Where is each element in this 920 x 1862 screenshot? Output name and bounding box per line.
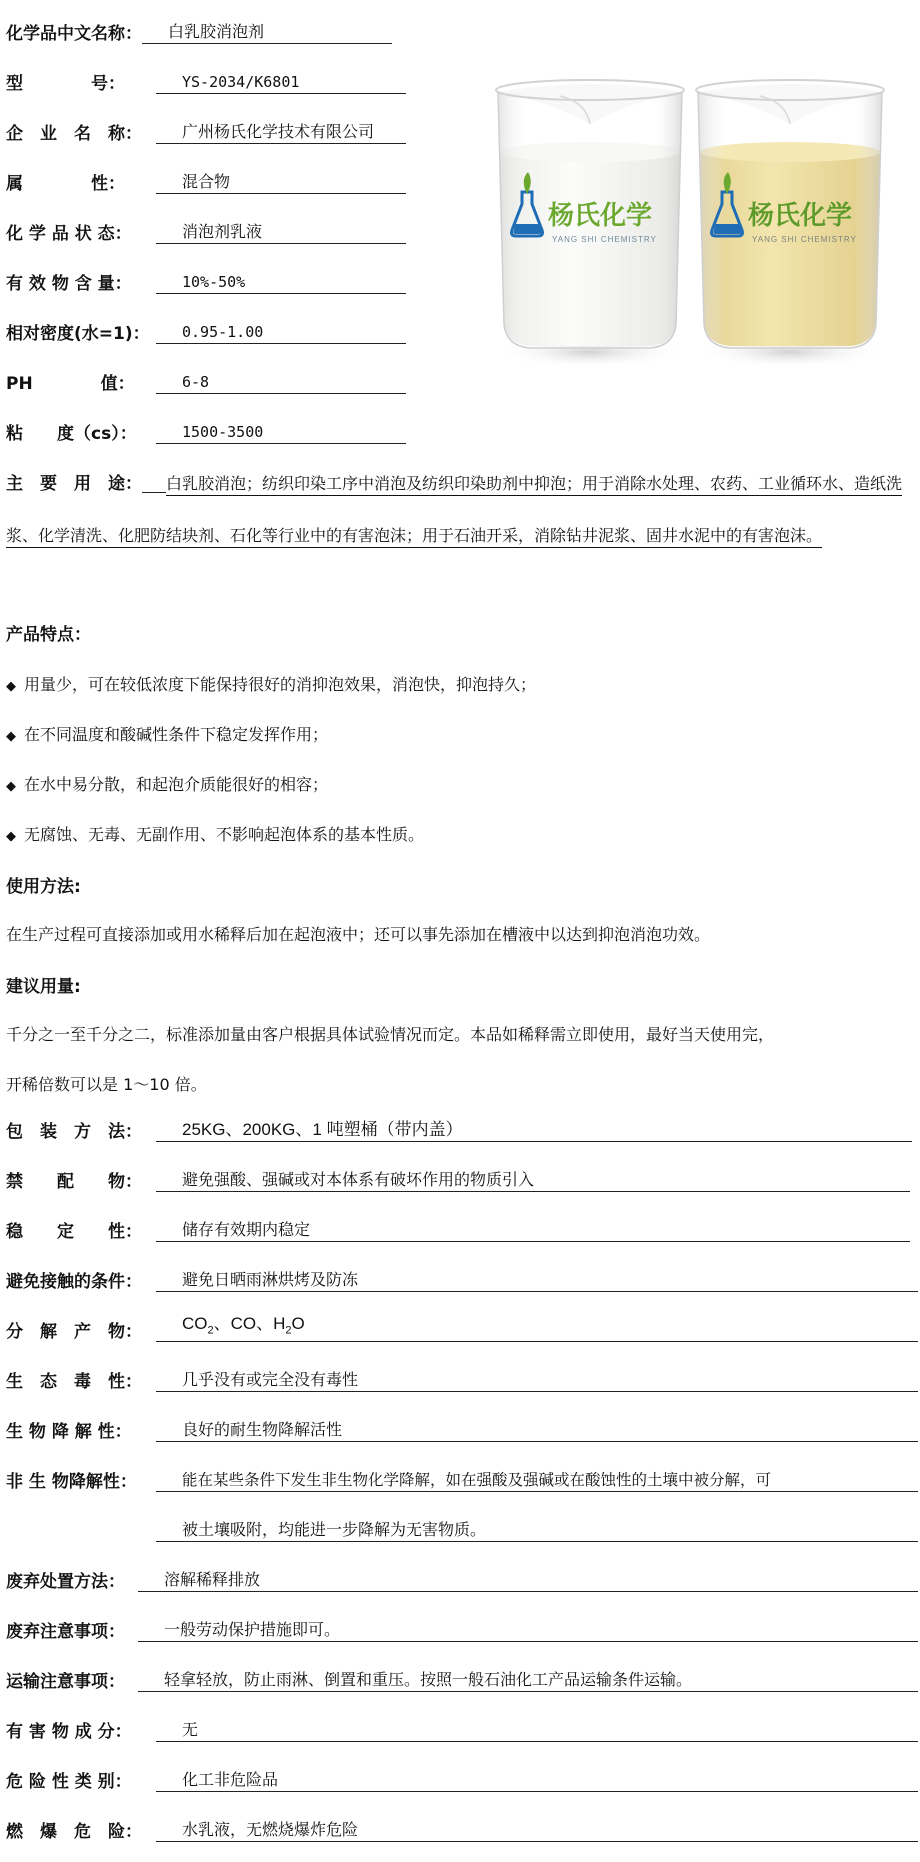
dosage-text-line1: 千分之一至千分之二，标准添加量由客户根据具体试验情况而定。本品如稀释需立即使用，最好当天使用完，	[6, 1025, 775, 1044]
feature-text: 在水中易分散，和起泡介质能很好的相容；	[24, 775, 329, 794]
spec-value: 6-8	[156, 371, 406, 394]
safety-label: 危 险 性 类 别：	[6, 1772, 132, 1792]
brand-en-right: YANG SHI CHEMISTRY	[752, 235, 857, 244]
brand-en-left: YANG SHI CHEMISTRY	[552, 235, 657, 244]
spec-row-viscosity	[6, 414, 406, 444]
safety-value: 避免强酸、强碱或对本体系有破坏作用的物质引入	[156, 1169, 910, 1192]
spec-label: 型 号：	[6, 74, 125, 94]
brand-name-left: 杨氏化学	[548, 201, 653, 231]
spec-row-company	[6, 114, 406, 144]
spec-value: YS-2034/K6801	[156, 71, 406, 94]
safety-row-incompatible	[6, 1162, 910, 1192]
safety-row-hazard-class	[6, 1762, 918, 1792]
spec-row-density	[6, 314, 406, 344]
brand-name-right: 杨氏化学	[748, 201, 853, 231]
safety-value: 被土壤吸附，均能进一步降解为无害物质。	[156, 1519, 918, 1542]
spec-label: 属 性：	[6, 174, 125, 194]
safety-label: 生 态 毒 性：	[6, 1372, 142, 1392]
safety-label: 废弃处置方法：	[6, 1572, 125, 1592]
safety-value: 轻拿轻放，防止雨淋、倒置和重压。按照一般石油化工产品运输条件运输。	[138, 1669, 918, 1692]
safety-row-avoid-conditions	[6, 1262, 918, 1292]
safety-value: 化工非危险品	[156, 1769, 918, 1792]
safety-row-abiotic-degradation	[6, 1462, 918, 1492]
spec-value: 广州杨氏化学技术有限公司	[156, 121, 406, 144]
spec-label: PH 值：	[6, 374, 135, 394]
diamond-bullet-icon: ◆	[6, 779, 16, 794]
spec-value: 消泡剂乳液	[156, 221, 406, 244]
safety-label: 禁 配 物：	[6, 1172, 142, 1192]
safety-label: 包 装 方 法：	[6, 1122, 142, 1142]
dosage-text-line2: 开稀倍数可以是 1～10 倍。	[6, 1075, 207, 1094]
spec-row-state	[6, 214, 406, 244]
spec-label: 有 效 物 含 量：	[6, 274, 132, 294]
safety-value: $CO_2$、CO、$H_2O$	[156, 1313, 918, 1342]
safety-label: 非 生 物降解性：	[6, 1472, 137, 1492]
safety-value: 避免日晒雨淋烘烤及防冻	[156, 1269, 918, 1292]
usage-label: 主 要 用 途：	[6, 474, 142, 494]
safety-label: 废弃注意事项：	[6, 1622, 125, 1642]
spec-value: 白乳胶消泡剂	[142, 21, 392, 44]
diamond-bullet-icon: ◆	[6, 829, 16, 844]
diamond-bullet-icon: ◆	[6, 729, 16, 744]
usage-paragraph	[6, 458, 911, 562]
safety-label: 稳 定 性：	[6, 1222, 142, 1242]
spec-label: 化学品中文名称：	[6, 24, 142, 44]
safety-row-explosion-hazard	[6, 1812, 918, 1842]
safety-row-packaging	[6, 1112, 912, 1142]
safety-value: 无	[156, 1719, 918, 1742]
usage-text: 白乳胶消泡；纺织印染工序中消泡及纺织印染助剂中抑泡；用于消除水处理、农药、工业循环水、造纸洗浆、化学清洗、化肥防结块剂、石化等行业中的有害泡沫；用于石油开采，消除钻井泥浆、固井水泥中的有害泡沫。	[6, 474, 903, 545]
safety-value: 溶解稀释排放	[138, 1569, 918, 1592]
method-title: 使用方法:	[6, 877, 81, 897]
safety-value: 几乎没有或完全没有毒性	[156, 1369, 918, 1392]
safety-value: 能在某些条件下发生非生物化学降解，如在强酸及强碱或在酸蚀性的土壤中被分解，可	[156, 1469, 918, 1492]
feature-item	[6, 722, 328, 745]
spec-row-content	[6, 264, 406, 294]
safety-label: 燃 爆 危 险：	[6, 1822, 142, 1842]
safety-value: 25KG、200KG、1 吨塑桶（带内盖）	[156, 1119, 912, 1142]
safety-row-disposal-notes	[6, 1612, 918, 1642]
spec-label: 相对密度(水=1)：	[6, 324, 150, 344]
method-text: 在生产过程可直接添加或用水稀释后加在起泡液中；还可以事先添加在槽液中以达到抑泡消泡功效。	[6, 925, 711, 944]
feature-text: 在不同温度和酸碱性条件下稳定发挥作用；	[24, 725, 329, 744]
safety-label: 避免接触的条件：	[6, 1272, 142, 1292]
safety-row-transport	[6, 1662, 918, 1692]
safety-row-ecotoxicity	[6, 1362, 918, 1392]
feature-text: 无腐蚀、无毒、无副作用、不影响起泡体系的基本性质。	[24, 825, 425, 844]
spec-value: 10%-50%	[156, 271, 406, 294]
product-photo	[490, 62, 910, 382]
feature-item	[6, 772, 328, 795]
spec-row-ph	[6, 364, 406, 394]
safety-row-abiotic-degradation-cont	[156, 1512, 918, 1542]
spec-label: 化 学 品 状 态：	[6, 224, 132, 244]
safety-value: 良好的耐生物降解活性	[156, 1419, 918, 1442]
safety-label: 运输注意事项：	[6, 1672, 125, 1692]
safety-label: 生 物 降 解 性：	[6, 1422, 132, 1442]
spec-row-model	[6, 64, 406, 94]
safety-row-disposal	[6, 1562, 918, 1592]
spec-label: 粘 度（cs）：	[6, 424, 137, 444]
safety-row-biodegradability	[6, 1412, 918, 1442]
diamond-bullet-icon: ◆	[6, 679, 16, 694]
feature-text: 用量少，可在较低浓度下能保持很好的消抑泡效果，消泡快，抑泡持久；	[24, 675, 537, 694]
spec-row-name	[6, 14, 392, 44]
spec-label: 企 业 名 称：	[6, 124, 142, 144]
features-title: 产品特点：	[6, 625, 91, 645]
safety-value: 储存有效期内稳定	[156, 1219, 910, 1242]
spec-value: 混合物	[156, 171, 406, 194]
safety-label: 分 解 产 物：	[6, 1322, 142, 1342]
safety-value: 水乳液，无燃烧爆炸危险	[156, 1819, 918, 1842]
safety-row-decomposition	[6, 1312, 918, 1342]
spec-row-property	[6, 164, 406, 194]
spec-value: 1500-3500	[156, 421, 406, 444]
feature-item	[6, 672, 536, 695]
spec-value: 0.95-1.00	[156, 321, 406, 344]
safety-label: 有 害 物 成 分：	[6, 1722, 132, 1742]
feature-item	[6, 822, 424, 845]
safety-value: 一般劳动保护措施即可。	[138, 1619, 918, 1642]
dosage-title: 建议用量:	[6, 977, 81, 997]
safety-row-stability	[6, 1212, 910, 1242]
safety-row-hazardous-components	[6, 1712, 918, 1742]
